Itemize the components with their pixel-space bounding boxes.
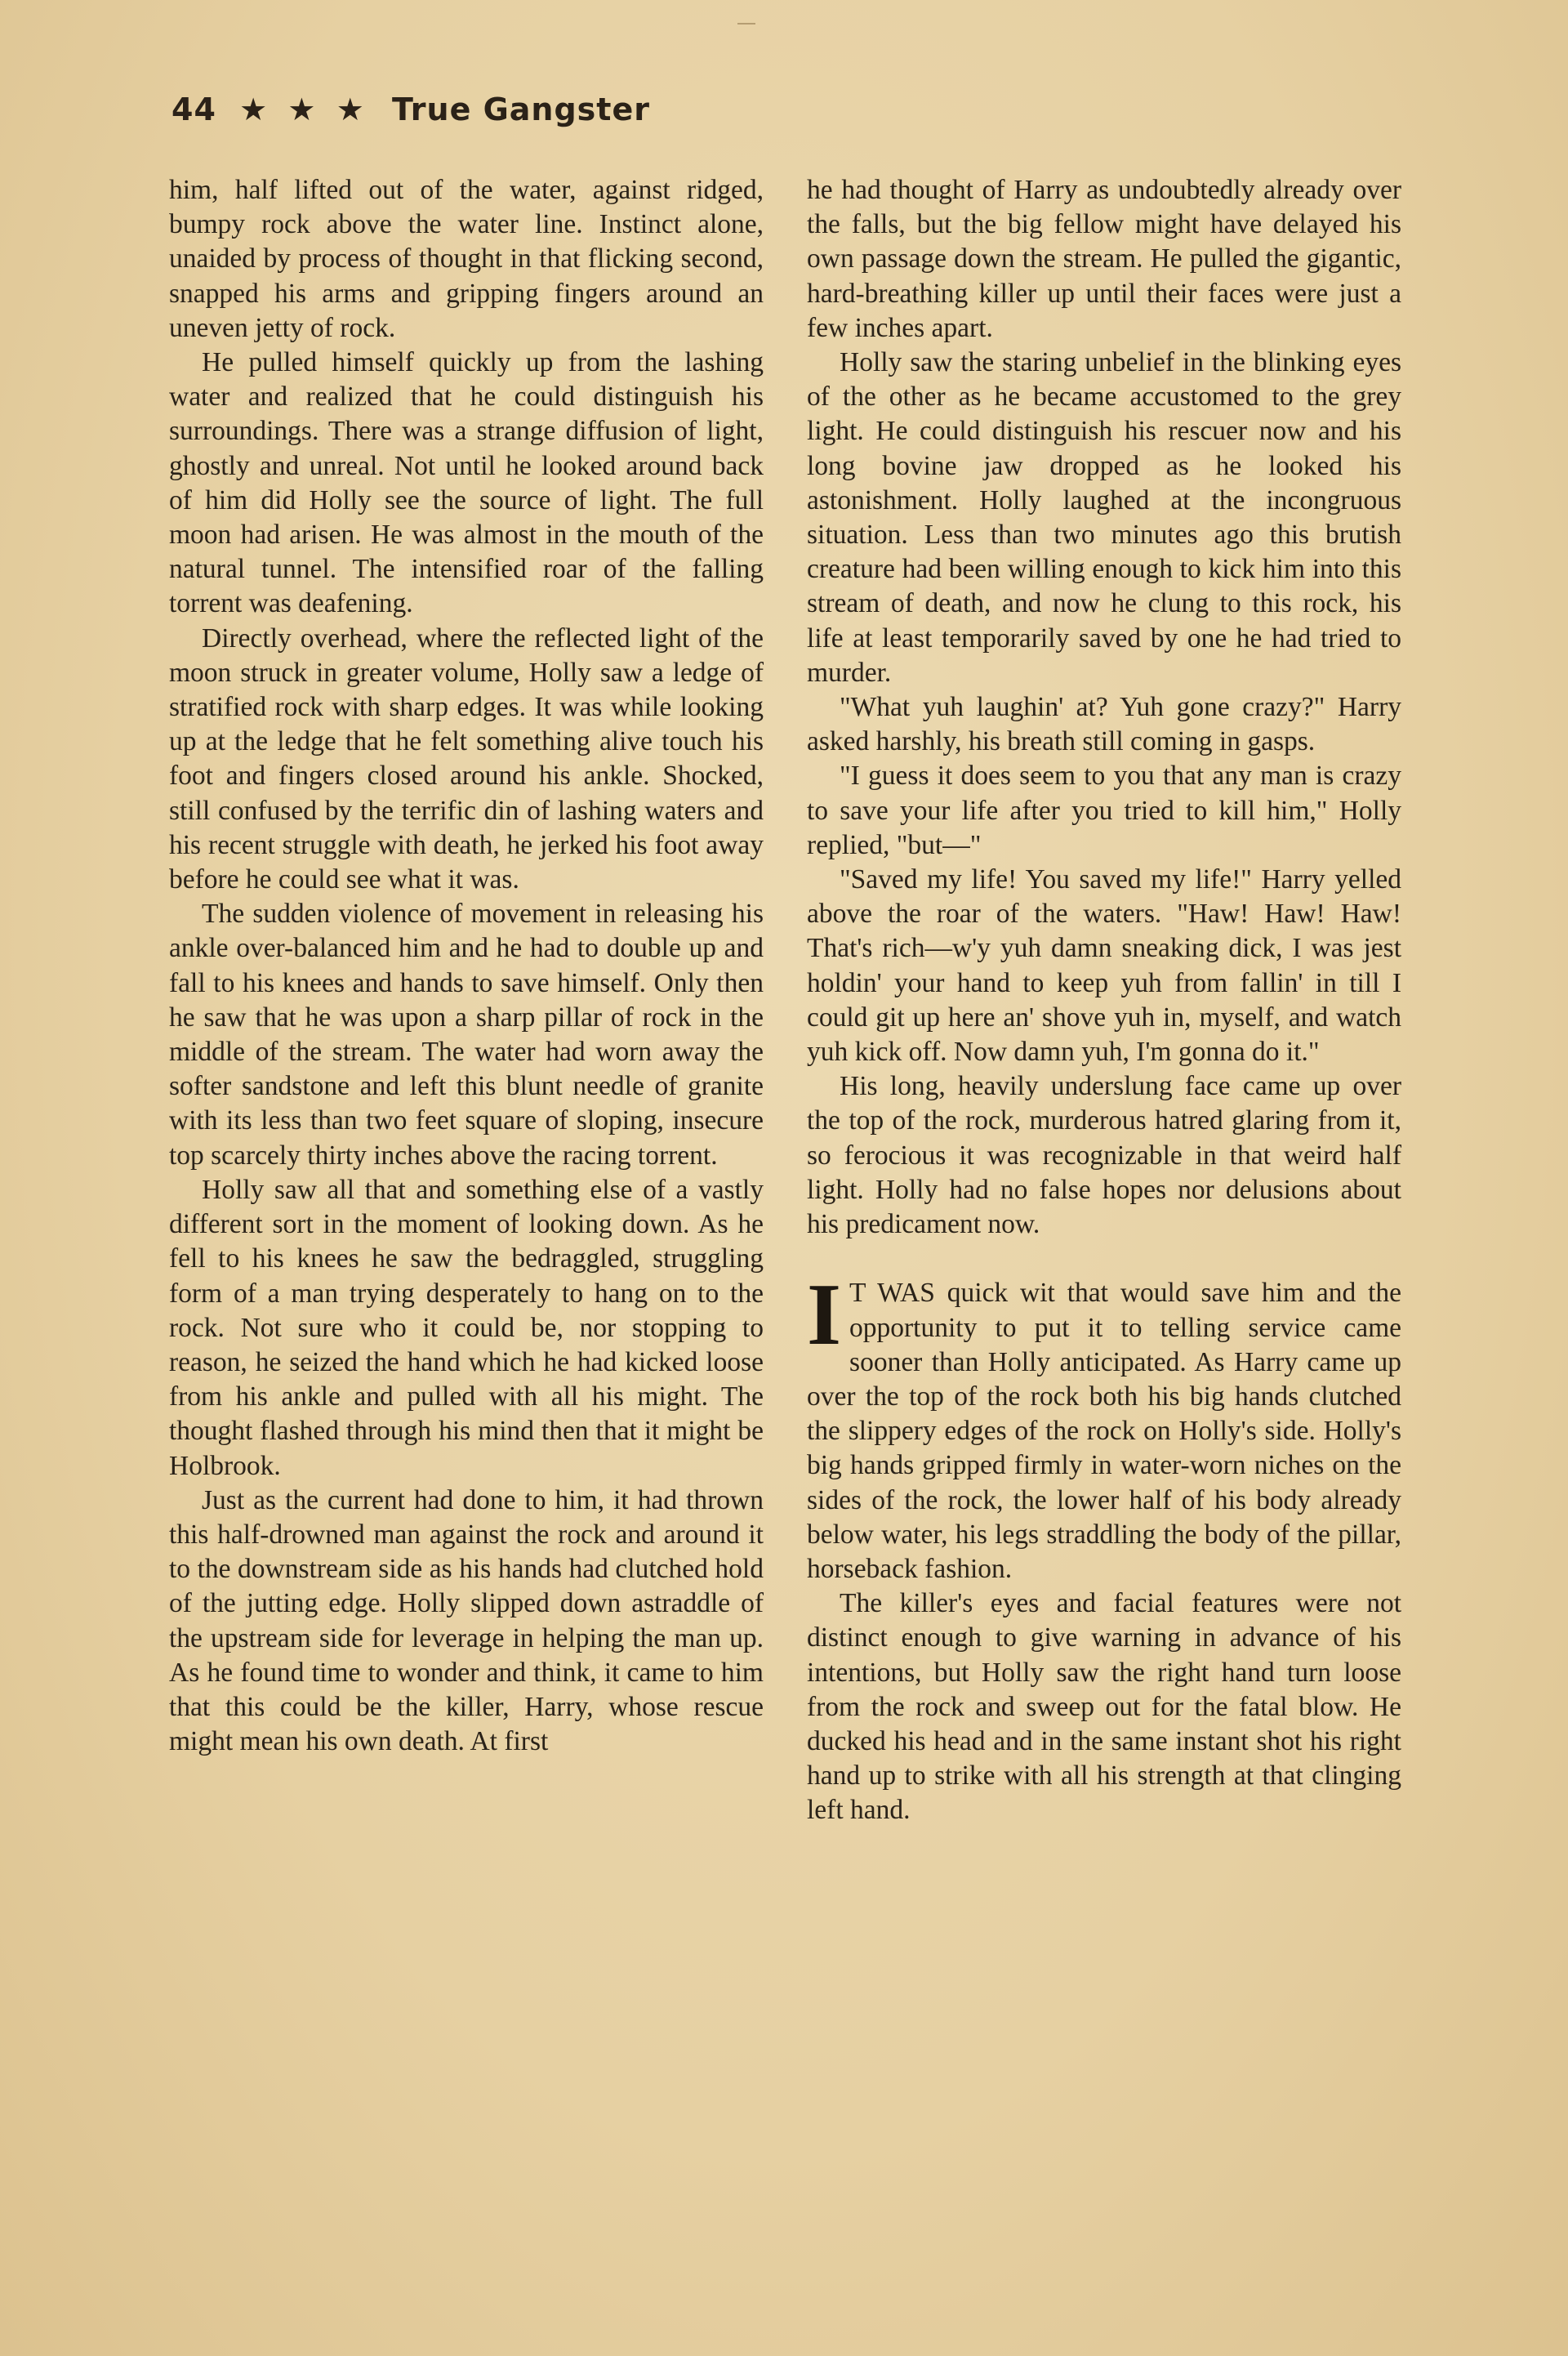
paragraph-text: quick wit that would save him and the opportunity to put it to telling service came sooner than Holly anticipated. As Harry came up over the top of the rock both his big hands clutched the slippery edges of the rock on Holly's side. Holly's big hands gripped firmly in water-worn niches on the sides of the rock, the lower half of his body already below water, his legs straddling the body of the pillar, horseback fashion. bbox=[807, 1278, 1402, 1584]
magazine-title: True Gangster bbox=[392, 91, 650, 127]
page-fold-mark bbox=[737, 23, 755, 25]
paragraph: Holly saw the staring unbelief in the blinking eyes of the other as he became accustomed to the grey light. He could distinguish his rescuer now and his long bovine jaw dropped as he looked his astonishment. Holly laughed at the incongruous situation. Less than two minutes ago this brutish creature had been willing enough to kick him into this stream of death, and now he clung to this rock, his life at least temporarily saved by one he had tried to murder. bbox=[807, 347, 1401, 688]
running-header bbox=[172, 91, 650, 127]
paragraph: The sudden violence of movement in releasing his ankle over-balanced him and he had to double up and fall to his knees and hands to save himself. Only then he saw that he was upon a sharp pillar of rock in the middle of the stream. The water had worn away the softer sandstone and left this blunt needle of granite with its less than two feet square of sloping, insecure top scarcely thirty inches above the racing torrent. bbox=[169, 899, 764, 1171]
paragraph: "What yuh laughin' at? Yuh gone crazy?" Harry asked harshly, his breath still coming in gasps. bbox=[807, 692, 1401, 757]
paragraph: He pulled himself quickly up from the lashing water and realized that he could distinguish his surroundings. There was a strange diffusion of light, ghostly and unreal. Not until he looked around back of him did Holly see the source of light. The full moon had arisen. He was almost in the mouth of the natural tunnel. The intensified roar of the falling torrent was deafening. bbox=[169, 347, 764, 619]
paragraph: Holly saw all that and something else of a vastly different sort in the moment of looking down. As he fell to his knees he saw the bedraggled, struggling form of a man trying desperately to hang on to the rock. Not sure who it could be, nor stopping to reason, he seized the hand which he had kicked loose from his ankle and pulled with all his might. The thought flashed through his mind then that it might be Holbrook. bbox=[169, 1174, 764, 1481]
paragraph: him, half lifted out of the water, against ridged, bumpy rock above the water line. Instinct alone, unaided by process of thought in that flicking second, snapped his arms and gripping fingers around an uneven jetty of rock. bbox=[169, 175, 764, 343]
right-column bbox=[807, 173, 1401, 1828]
paragraph: "I guess it does seem to you that any man is crazy to save your life after you tried to kill him," Holly replied, "but—" bbox=[807, 761, 1401, 860]
paragraph: Directly overhead, where the reflected light of the moon struck in greater volume, Holly saw a ledge of stratified rock with sharp edges. It was while looking up at the ledge that he felt something alive touch his foot and fingers closed around his ankle. Shocked, still confused by the terrific din of lashing waters and his recent struggle with death, he jerked his foot away before he could see what it was. bbox=[169, 622, 764, 895]
section-opening-paragraph bbox=[807, 1266, 1402, 1586]
paragraph: His long, heavily underslung face came up over the top of the rock, murderous hatred glaring from it, so ferocious it was recognizable in that weird half light. Holly had no false hopes nor delusions about his predicament now. bbox=[807, 1071, 1401, 1240]
paragraph: "Saved my life! You saved my life!" Harry yelled above the roar of the waters. "Haw! Haw! Haw! That's rich—w'y yuh damn sneaking dick, I was jest holdin' your hand to keep yuh from fallin' in till I could git up here an' shove yuh in, myself, and watch yuh kick off. Now damn yuh, I'm gonna do it." bbox=[807, 864, 1401, 1068]
star-icons: ★ ★ ★ bbox=[239, 91, 369, 127]
paragraph: Just as the current had done to him, it had thrown this half-drowned man against the rock and around it to the downstream side as his hands had clutched hold of the jutting edge. Holly slipped down astraddle of the upstream side for leverage in helping the man up. As he found time to wonder and think, it came to him that this could be the killer, Harry, whose rescue might mean his own death. At first bbox=[169, 1484, 764, 1757]
page-number: 44 bbox=[172, 91, 216, 127]
paragraph: The killer's eyes and facial features were not distinct enough to give warning in advance of his intentions, but Holly saw the right hand turn loose from the rock and sweep out for the fatal blow. He ducked his head and in the same instant shot his right hand up to strike with all his strength at that clinging left hand. bbox=[807, 1588, 1401, 1826]
small-caps-lead: T WAS bbox=[849, 1278, 935, 1309]
left-column bbox=[169, 173, 764, 1759]
drop-cap: I bbox=[807, 1266, 842, 1364]
paragraph: he had thought of Harry as undoubtedly already over the falls, but the big fellow might have delayed his own passage down the stream. He pulled the gigantic, hard-breathing killer up until their faces were just a few inches apart. bbox=[807, 175, 1401, 343]
